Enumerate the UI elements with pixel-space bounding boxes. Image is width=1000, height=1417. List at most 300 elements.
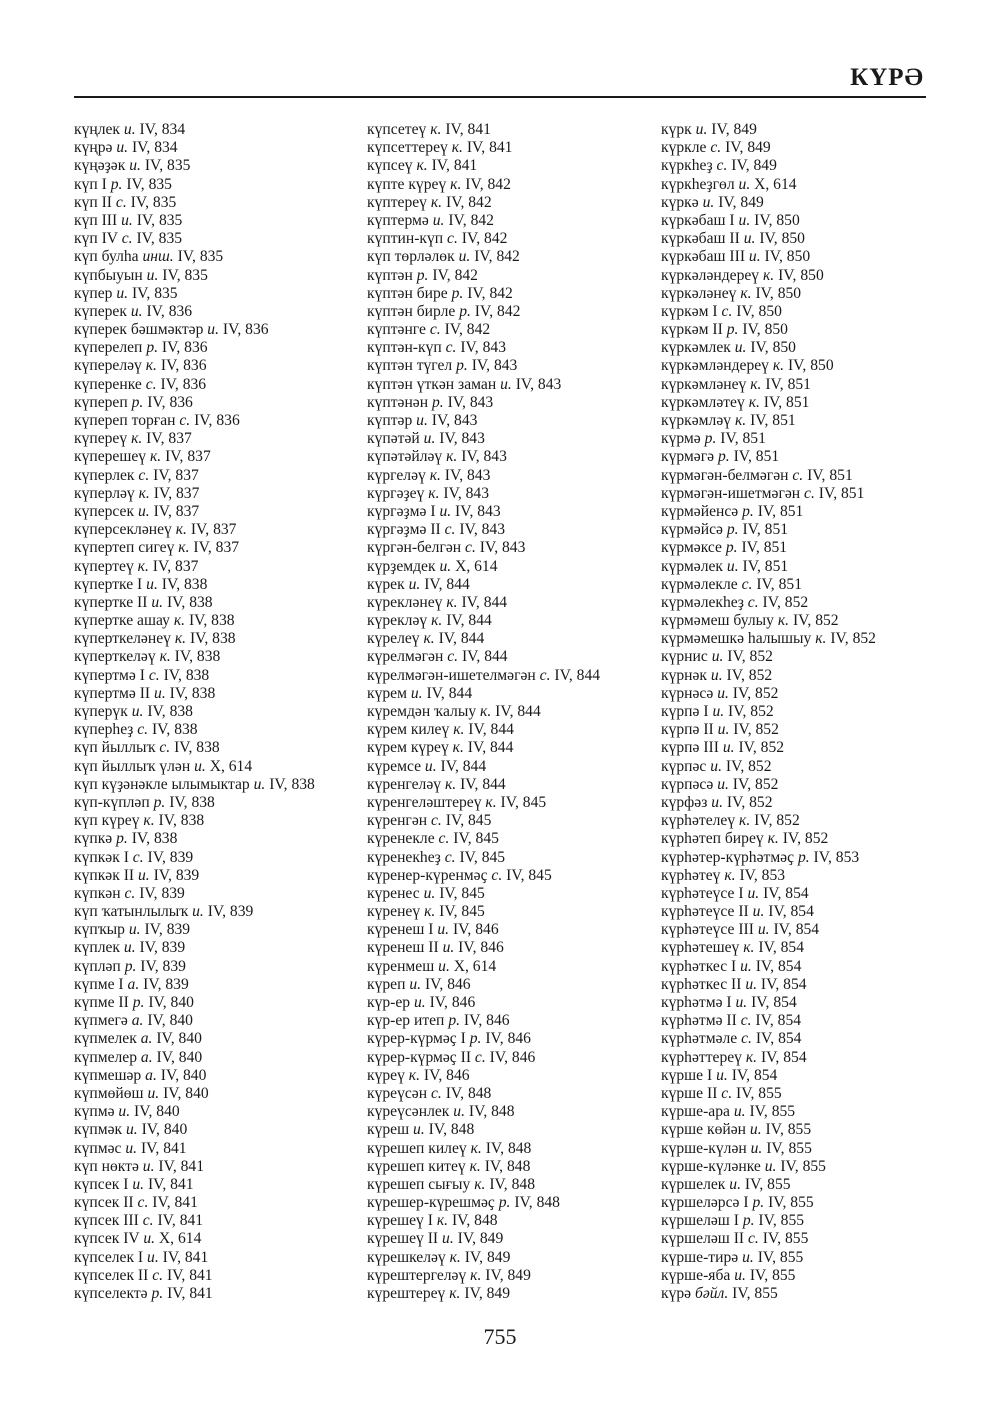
index-entry	[367, 721, 600, 739]
entry-part-of-speech: к.	[449, 1248, 461, 1266]
index-entry	[74, 612, 315, 630]
entry-part-of-speech: с.	[447, 230, 458, 248]
entry-part-of-speech: к.	[745, 1048, 758, 1066]
entry-part-of-speech: и.	[132, 1175, 145, 1193]
entry-reference: IV, 841	[167, 1285, 213, 1302]
entry-headword: күрпә III	[661, 739, 719, 757]
entry-reference: IV, 839	[153, 866, 200, 884]
index-entry	[661, 576, 876, 594]
entry-headword: күпсетеү	[367, 121, 427, 138]
entry-reference: IV, 851	[763, 393, 810, 411]
entry-reference: IV, 838	[269, 775, 315, 793]
entry-reference: IV, 849	[464, 1285, 511, 1302]
index-entry	[661, 539, 876, 557]
entry-part-of-speech: к.	[724, 866, 736, 884]
entry-headword: күрһәтер-күрһәтмәҫ	[661, 848, 795, 866]
entry-reference: IV, 848	[428, 1121, 475, 1139]
entry-reference: IV, 855	[732, 1285, 778, 1302]
entry-reference: IV, 845	[439, 884, 485, 902]
index-entry	[661, 1085, 876, 1103]
entry-reference: IV, 848	[489, 1175, 535, 1193]
entry-reference: IV, 838	[188, 612, 235, 630]
index-entry	[661, 194, 876, 212]
entry-headword: күптән бирле	[367, 302, 456, 320]
entry-headword: күр-ер итеп	[367, 1012, 445, 1030]
entry-part-of-speech: и.	[738, 175, 751, 193]
entry-part-of-speech: к.	[131, 430, 143, 448]
entry-reference: IV, 846	[452, 921, 499, 939]
entry-reference: IV, 843	[455, 502, 501, 520]
entry-part-of-speech: с.	[124, 884, 136, 902]
entry-part-of-speech: к.	[474, 1175, 486, 1193]
index-entry	[74, 376, 315, 394]
entry-reference: IV, 853	[739, 866, 786, 884]
index-entry	[367, 430, 600, 448]
entry-reference: IV, 835	[131, 284, 178, 302]
entry-reference: IV, 844	[468, 721, 514, 739]
entry-part-of-speech: к.	[470, 1139, 482, 1157]
entry-headword: күремдән ҡалыу	[367, 703, 477, 720]
entry-part-of-speech: и.	[702, 193, 715, 211]
entry-headword: күпсеү	[367, 157, 413, 175]
entry-headword: күптәнән	[367, 393, 429, 411]
entry-reference: IV, 840	[141, 1121, 188, 1139]
entry-reference: IV, 843	[471, 357, 518, 375]
entry-part-of-speech: и.	[458, 248, 471, 266]
entry-part-of-speech: к.	[750, 375, 762, 393]
entry-reference: IV, 849	[457, 1230, 504, 1248]
entry-headword: күпертке ашау	[74, 612, 170, 630]
index-entry	[367, 849, 600, 867]
entry-reference: IV, 854	[758, 939, 805, 957]
entry-headword: күптәнге	[367, 321, 426, 339]
entry-part-of-speech: и.	[137, 502, 150, 520]
entry-part-of-speech: р.	[448, 1012, 461, 1030]
index-entry	[74, 157, 315, 175]
entry-part-of-speech: с.	[438, 830, 450, 848]
entry-part-of-speech: с.	[137, 721, 149, 739]
entry-reference: IV, 838	[151, 721, 198, 739]
entry-reference: IV, 839	[147, 848, 194, 866]
entry-headword: күпкәк I	[74, 848, 129, 866]
entry-part-of-speech: и.	[146, 575, 158, 593]
entry-reference: IV, 837	[153, 466, 199, 484]
entry-reference: IV, 842	[474, 248, 520, 266]
entry-reference: IV, 850	[755, 284, 802, 302]
entry-headword: күренер-күренмәҫ	[367, 866, 488, 884]
index-entry	[367, 867, 600, 885]
index-entry	[367, 885, 600, 903]
entry-headword: күрмәйенсә	[661, 502, 739, 520]
entry-part-of-speech: с.	[159, 739, 171, 757]
entry-reference: IV, 842	[474, 302, 521, 320]
index-entry	[661, 794, 876, 812]
entry-reference: IV, 842	[448, 211, 494, 229]
index-entry	[74, 885, 315, 903]
entry-part-of-speech: и.	[410, 684, 423, 702]
entry-part-of-speech: к.	[734, 412, 747, 429]
entry-reference: IV, 850	[759, 230, 805, 248]
index-entry	[661, 212, 876, 230]
entry-reference: IV, 849	[485, 1266, 531, 1284]
entry-headword: күркәмлек	[661, 339, 731, 357]
entry-headword: күперек бәшмәктәр	[74, 321, 204, 339]
entry-reference: IV, 835	[177, 248, 224, 266]
entry-reference: IV, 850	[750, 339, 796, 357]
entry-part-of-speech: с.	[741, 575, 753, 593]
entry-headword: күренекһеҙ	[367, 848, 441, 866]
entry-headword: күптермә	[367, 211, 429, 229]
entry-headword: күрешеп сығыу	[367, 1175, 471, 1193]
entry-part-of-speech: и.	[416, 412, 428, 429]
entry-part-of-speech: и.	[695, 121, 708, 138]
entry-reference: IV, 838	[189, 630, 236, 648]
index-entry	[661, 812, 876, 830]
entry-reference: IV, 852	[728, 703, 774, 720]
entry-headword: күпләп	[74, 957, 121, 975]
entry-headword: күптин-күп	[367, 230, 444, 248]
index-entry	[74, 1085, 315, 1103]
entry-headword: күрешкеләү	[367, 1248, 446, 1266]
entry-part-of-speech: и.	[749, 1121, 762, 1139]
entry-reference: IV, 839	[139, 939, 186, 957]
entry-part-of-speech: р.	[742, 1212, 755, 1230]
index-entry	[661, 994, 876, 1012]
entry-headword: күрфәз	[661, 793, 708, 811]
index-entry	[367, 1267, 600, 1285]
entry-reference: IV, 854	[773, 921, 820, 939]
index-entry	[367, 830, 600, 848]
entry-reference: IV, 843	[460, 339, 506, 357]
entry-reference: IV, 851	[818, 484, 865, 502]
index-entry	[74, 1012, 315, 1030]
entry-headword: күпертмә II	[74, 684, 151, 702]
entry-part-of-speech: к.	[449, 1285, 461, 1302]
index-entry	[74, 1249, 315, 1267]
entry-headword: күрелмәгән	[367, 648, 444, 666]
entry-part-of-speech: и.	[745, 975, 758, 993]
index-entry	[661, 121, 876, 139]
entry-reference: IV, 854	[755, 957, 802, 975]
index-entry	[74, 630, 315, 648]
entry-reference: IV, 838	[169, 684, 216, 702]
entry-headword: күп IV	[74, 230, 118, 248]
index-entry	[367, 448, 600, 466]
index-entry	[661, 230, 876, 248]
entry-reference: IV, 837	[190, 521, 237, 539]
entry-headword: күпсек I	[74, 1175, 129, 1193]
entry-reference: IV, 837	[193, 539, 240, 557]
index-entry	[661, 630, 876, 648]
entry-headword: күперек	[74, 302, 127, 320]
index-entry	[661, 412, 876, 430]
index-entry	[367, 1230, 600, 1248]
index-entry	[74, 721, 315, 739]
entry-reference: X, 614	[209, 757, 253, 775]
index-entry	[367, 903, 600, 921]
entry-reference: IV, 852	[754, 812, 800, 830]
entry-headword: күпме I	[74, 975, 124, 993]
entry-reference: IV, 852	[792, 612, 839, 630]
index-entry	[661, 1012, 876, 1030]
index-entry	[367, 248, 600, 266]
entry-part-of-speech: с.	[721, 302, 733, 320]
entry-headword: күрелеү	[367, 630, 420, 648]
entry-part-of-speech: и.	[130, 302, 143, 320]
entry-reference: IV, 841	[466, 139, 513, 157]
entry-headword: күрекләнеү	[367, 593, 443, 611]
index-entry	[661, 849, 876, 867]
entry-part-of-speech: и.	[717, 721, 730, 739]
entry-part-of-speech: а.	[127, 975, 140, 993]
entry-part-of-speech: к.	[431, 612, 443, 630]
entry-reference: IV, 836	[147, 393, 193, 411]
entry-reference: IV, 854	[731, 1066, 778, 1084]
index-entry	[661, 1230, 876, 1248]
index-entry	[367, 339, 600, 357]
entry-reference: IV, 843	[515, 375, 562, 393]
entry-headword: күреш	[367, 1121, 410, 1139]
entry-reference: IV, 838	[163, 666, 210, 684]
index-entry	[661, 1176, 876, 1194]
entry-part-of-speech: и.	[757, 921, 770, 939]
entry-headword: күплек	[74, 939, 120, 957]
entry-part-of-speech: к.	[423, 630, 435, 648]
entry-headword: күргеләү	[367, 466, 426, 484]
entry-headword: күрнәк	[661, 666, 708, 684]
entry-part-of-speech: р.	[131, 393, 144, 411]
entry-reference: IV, 841	[445, 121, 491, 138]
entry-part-of-speech: к.	[150, 448, 162, 466]
entry-part-of-speech: к.	[452, 739, 464, 757]
index-entry	[661, 176, 876, 194]
index-entry	[661, 394, 876, 412]
index-entry	[661, 721, 876, 739]
entry-part-of-speech: р.	[151, 1285, 164, 1302]
entry-reference: IV, 842	[467, 284, 513, 302]
entry-part-of-speech: и.	[437, 921, 450, 939]
entry-part-of-speech: и.	[143, 1230, 156, 1248]
entry-reference: IV, 851	[757, 502, 804, 520]
entry-headword: күпсек II	[74, 1194, 134, 1212]
entry-headword: күрем килеү	[367, 721, 450, 739]
entry-reference: IV, 848	[451, 1212, 498, 1230]
entry-reference: X, 614	[158, 1230, 202, 1248]
entry-headword: күрер-күрмәҫ I	[367, 1030, 466, 1048]
entry-part-of-speech: и.	[126, 1121, 138, 1139]
entry-reference: IV, 851	[741, 539, 788, 557]
entry-part-of-speech: а.	[131, 1012, 144, 1030]
header-rule	[74, 96, 926, 98]
entry-reference: IV, 844	[438, 630, 485, 648]
index-entry	[74, 921, 315, 939]
entry-headword: күрештереү	[367, 1285, 446, 1302]
index-entry	[661, 830, 876, 848]
entry-part-of-speech: и.	[711, 793, 723, 811]
index-entry	[367, 594, 600, 612]
entry-part-of-speech: с.	[115, 193, 127, 211]
entry-reference: IV, 836	[160, 375, 207, 393]
entry-reference: IV, 839	[144, 921, 191, 939]
index-entry	[367, 157, 600, 175]
entry-headword: күрмәлек	[661, 557, 724, 575]
entry-headword: күп-күпләп	[74, 793, 150, 811]
entry-reference: IV, 849	[718, 193, 764, 211]
entry-part-of-speech: к.	[159, 648, 171, 666]
entry-part-of-speech: и.	[147, 1084, 160, 1102]
index-entry	[74, 648, 315, 666]
index-entry	[367, 1158, 600, 1176]
entry-part-of-speech: и.	[423, 884, 436, 902]
entry-headword: күрмәгән-белмәгән	[661, 466, 789, 484]
entry-headword: күпбыуын	[74, 266, 143, 284]
entry-headword: күңлек	[74, 121, 120, 138]
index-entry	[661, 976, 876, 994]
index-entry	[367, 285, 600, 303]
entry-headword: күркәмләтеү	[661, 393, 745, 411]
index-entry	[661, 1140, 876, 1158]
index-entry	[74, 1121, 315, 1139]
entry-headword: күренгеләү	[367, 775, 442, 793]
entry-headword: күреү	[367, 1066, 405, 1084]
entry-reference: IV, 843	[447, 393, 494, 411]
entry-part-of-speech: р.	[451, 284, 464, 302]
entry-headword: күпмелек	[74, 1030, 137, 1048]
index-entry	[661, 1121, 876, 1139]
entry-headword: күпме II	[74, 994, 129, 1011]
entry-reference: IV, 838	[166, 593, 213, 611]
entry-headword: күрем	[367, 684, 407, 702]
entry-part-of-speech: и.	[748, 248, 761, 266]
entry-headword: күрешеп китеү	[367, 1157, 466, 1175]
entry-part-of-speech: с.	[431, 812, 442, 830]
entry-reference: IV, 840	[156, 1048, 203, 1066]
index-entry	[367, 139, 600, 157]
entry-reference: IV, 843	[439, 430, 485, 448]
entry-part-of-speech: к.	[436, 1212, 449, 1230]
entry-reference: IV, 834	[139, 121, 186, 138]
entry-headword: күрҙемдек	[367, 557, 436, 575]
entry-headword: күпереү	[74, 430, 128, 448]
entry-part-of-speech: к.	[143, 812, 155, 830]
entry-part-of-speech: к.	[178, 539, 190, 557]
index-entry	[74, 939, 315, 957]
entry-part-of-speech: и.	[722, 739, 735, 757]
entry-reference: IV, 840	[160, 1066, 207, 1084]
index-entry	[661, 885, 876, 903]
index-entry	[74, 248, 315, 266]
index-entry	[74, 576, 315, 594]
entry-part-of-speech: с.	[138, 466, 150, 484]
entry-headword: күрә	[661, 1285, 692, 1302]
index-entry	[367, 121, 600, 139]
entry-reference: IV, 851	[750, 412, 796, 429]
entry-part-of-speech: к.	[748, 393, 760, 411]
entry-part-of-speech: и.	[717, 684, 729, 702]
entry-reference: IV, 841	[158, 1157, 205, 1175]
index-entry	[367, 1212, 600, 1230]
index-entry	[74, 1030, 315, 1048]
entry-part-of-speech: и.	[116, 284, 129, 302]
entry-part-of-speech: к.	[451, 139, 463, 157]
index-entry	[74, 1267, 315, 1285]
entry-reference: IV, 841	[152, 1194, 198, 1212]
running-header-word: КҮРӘ	[850, 64, 924, 91]
index-entry	[661, 303, 876, 321]
entry-headword: күр-ер	[367, 994, 411, 1011]
entry-reference: IV, 839	[140, 957, 186, 975]
index-entry	[74, 1158, 315, 1176]
entry-headword: күпертмә I	[74, 666, 145, 684]
index-entry	[367, 921, 600, 939]
entry-part-of-speech: с.	[716, 157, 728, 175]
entry-part-of-speech: р.	[132, 994, 145, 1011]
index-entry	[74, 976, 315, 994]
index-column-3	[661, 121, 876, 1303]
entry-part-of-speech: с.	[747, 593, 759, 611]
entry-headword: күп ҡатынлылыҡ	[74, 903, 189, 921]
index-entry	[367, 576, 600, 594]
entry-headword: күрмәгә	[661, 448, 715, 466]
entry-part-of-speech: и.	[424, 757, 437, 775]
entry-headword: күпмелер	[74, 1048, 138, 1066]
entry-headword: күпмә	[74, 1103, 115, 1121]
entry-part-of-speech: к.	[430, 193, 443, 211]
entry-headword: күрше көйән	[661, 1121, 746, 1139]
entry-headword: күпмәк	[74, 1121, 123, 1139]
index-entry	[367, 1194, 600, 1212]
entry-reference: IV, 844	[461, 593, 508, 611]
index-entry	[74, 594, 315, 612]
entry-headword: күпмешәр	[74, 1066, 142, 1084]
entry-reference: IV, 837	[165, 448, 211, 466]
entry-headword: күпер	[74, 284, 113, 302]
entry-reference: IV, 855	[744, 1175, 791, 1193]
entry-part-of-speech: р.	[153, 793, 166, 811]
entry-reference: IV, 841	[166, 1266, 213, 1284]
entry-reference: IV, 840	[156, 1030, 202, 1048]
entry-reference: IV, 834	[131, 139, 178, 157]
entry-part-of-speech: с.	[142, 1212, 154, 1230]
entry-headword: күпәтәйләү	[367, 448, 443, 466]
entry-headword: күрмәмешкә һалышыу	[661, 630, 812, 648]
entry-headword: күршеләш I	[661, 1212, 739, 1230]
index-entry	[74, 539, 315, 557]
entry-part-of-speech: с.	[804, 484, 815, 502]
entry-part-of-speech: и.	[129, 157, 141, 175]
entry-reference: IV, 846	[424, 975, 471, 993]
entry-headword: күрекләү	[367, 612, 428, 630]
entry-part-of-speech: и.	[438, 957, 450, 975]
entry-part-of-speech: с.	[145, 375, 157, 393]
entry-reference: IV, 851	[733, 448, 780, 466]
entry-headword: күрһәтеү	[661, 866, 721, 884]
entry-part-of-speech: и.	[409, 975, 422, 993]
index-entry	[367, 939, 600, 957]
entry-part-of-speech: а.	[145, 1066, 157, 1084]
entry-headword: күргәҙмә II	[367, 521, 441, 539]
entry-part-of-speech: р.	[456, 357, 468, 375]
entry-reference: IV, 849	[731, 157, 777, 175]
entry-part-of-speech: с.	[447, 648, 459, 666]
entry-headword: күрмәлекһеҙ	[661, 593, 744, 611]
entry-headword: күренекле	[367, 830, 435, 848]
entry-reference: IV, 848	[485, 1139, 532, 1157]
index-entry	[661, 339, 876, 357]
index-entry	[367, 976, 600, 994]
index-entry	[367, 685, 600, 703]
entry-reference: IV, 844	[495, 703, 541, 720]
